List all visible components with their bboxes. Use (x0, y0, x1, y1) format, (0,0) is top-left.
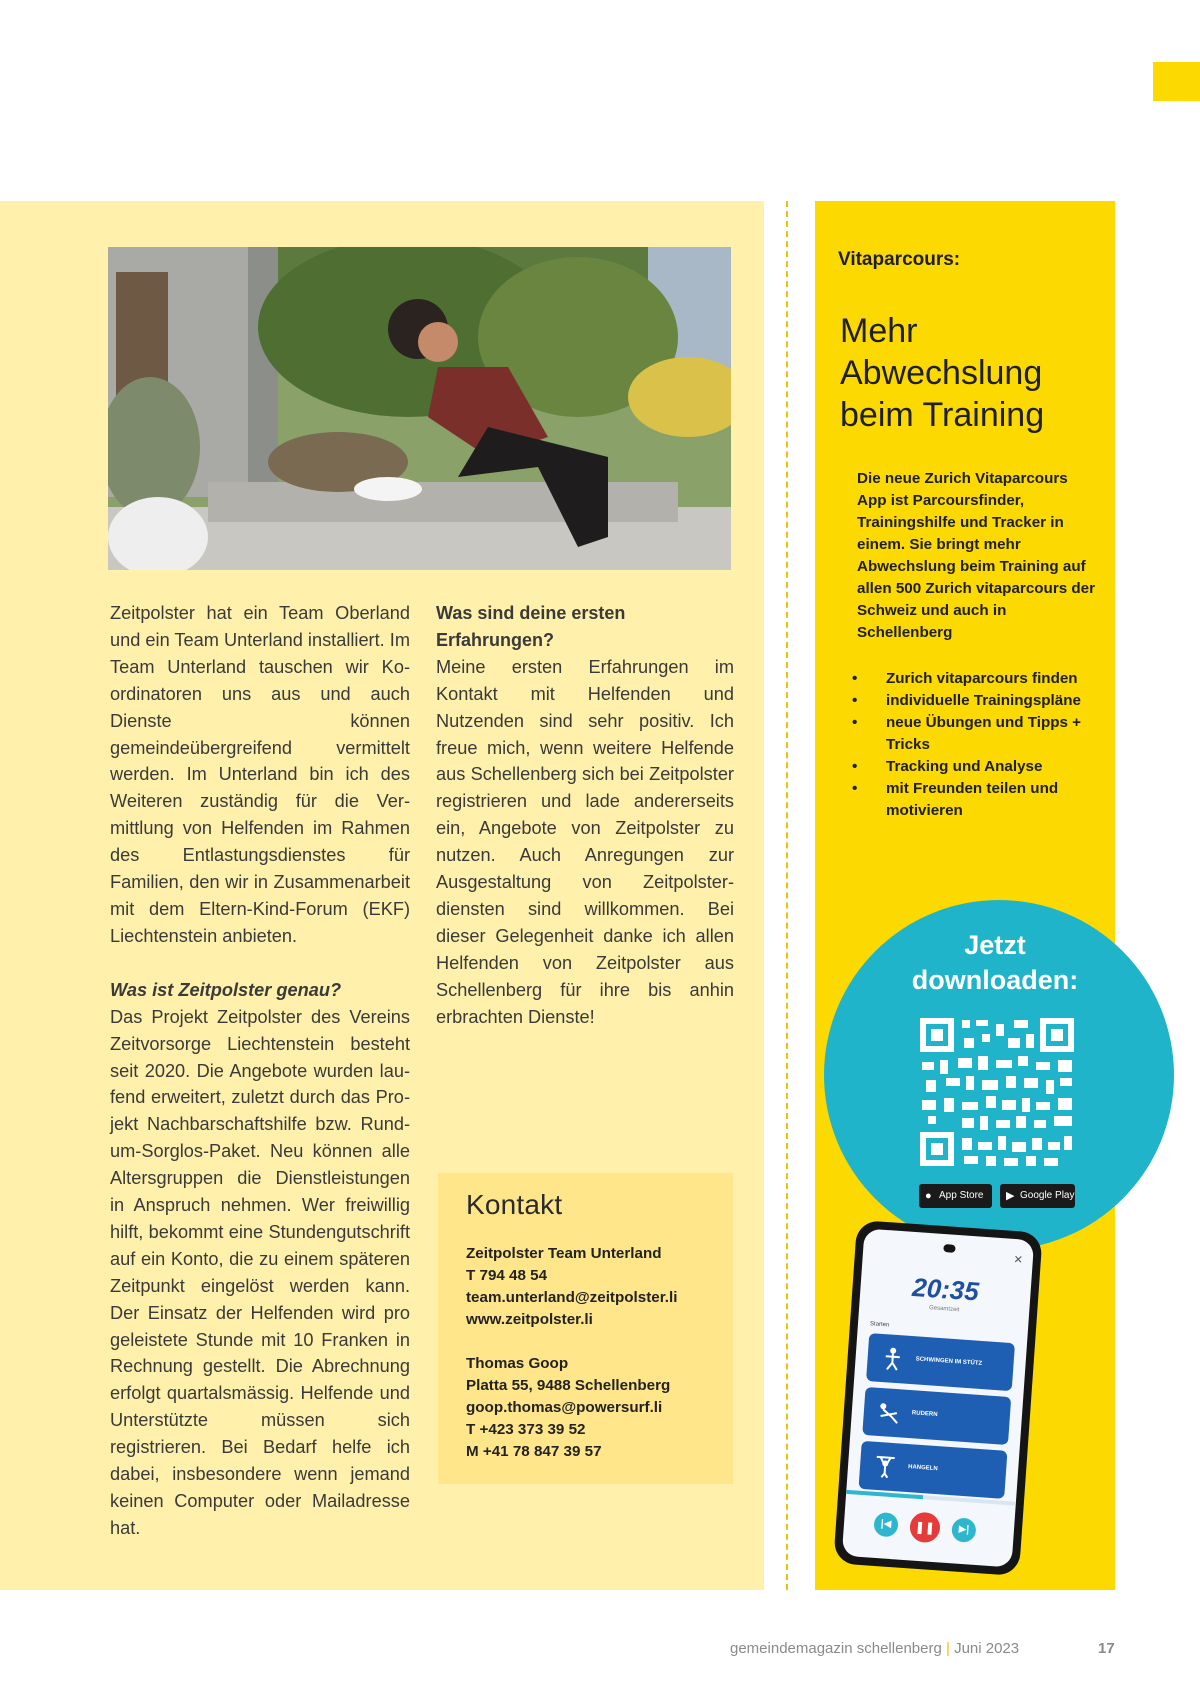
sidebar-label: Vitaparcours: (838, 249, 961, 270)
workout-timer: 20:35 (911, 1271, 980, 1307)
section-label: Starten (869, 1321, 890, 1329)
contact-team-email[interactable]: team.unterland@zeitpolster.li (466, 1289, 678, 1306)
feature-item: • Tracking und Analyse (852, 756, 1102, 778)
contact-team-name: Zeitpolster Team Unterland (466, 1245, 662, 1262)
google-play-button[interactable] (1000, 1184, 1075, 1208)
play-store-icon: ▶ (1006, 1190, 1015, 1202)
phone-screen (842, 1228, 1034, 1567)
feature-item: • individuelle Trainingspläne (852, 690, 1102, 712)
google-play-label: Google Play (1020, 1190, 1075, 1201)
download-title (880, 928, 1110, 998)
download-line-1: Jetzt (964, 930, 1026, 960)
download-line-2: downloaden: (911, 965, 1079, 995)
footer-issue: Juni 2023 (954, 1640, 1020, 1657)
feature-list (852, 668, 1102, 822)
phone-mockup (833, 1220, 1043, 1576)
close-icon[interactable]: ✕ (1013, 1253, 1024, 1267)
previous-icon[interactable]: |◀ (873, 1512, 899, 1538)
article-column-2 (436, 600, 734, 1031)
footer-separator: | (945, 1640, 950, 1657)
contact-box (438, 1173, 733, 1484)
phone-notch (943, 1244, 956, 1253)
page-number: 17 (1098, 1640, 1115, 1657)
exercise-figure-icon (877, 1400, 901, 1425)
contact-team-web[interactable]: www.zeitpolster.li (466, 1311, 593, 1328)
contact-person-name: Thomas Goop (466, 1355, 569, 1372)
answer-paragraph-1: Das Projekt Zeitpolster des Vereins Zeitvorsorge Liechtenstein besteht seit 2020. Die Angebote wurden laufend erweitert, zuletzt durch das Projekt Nachbarschaftshilfe bzw. Rundum-Sorglos-Paket. Neu können alle Altersgruppen die Dienstleistungen in Anspruch nehmen. Wer freiwillig hilft, bekommt eine Stundengutschrift auf ein Konto, die zu einem späteren Zeitpunkt eingelöst werden kann. Der Einsatz der Helfenden wird pro geleistete Stunde mit 10 Franken in Rechnung gestellt. Die Abrechnung erfolgt quartalsmässig. Helfende und Unterstützte müssen sich registrieren. Bei Bedarf helfe ich dabei, insbesondere wenn jemand keinen Computer oder Mailadresse hat. (110, 1006, 410, 1538)
exercise-card[interactable] (858, 1441, 1007, 1499)
next-icon[interactable]: ▶| (951, 1517, 977, 1543)
sidebar-title: Mehr Abwechslung beim Training (840, 312, 1045, 434)
exercise-label: RUDERN (911, 1410, 938, 1418)
answer-paragraph-2: Meine ersten Erfahrungen im Kontakt mit Helfenden und Nutzenden sind sehr positiv. Ich freue mich, wenn weitere Helfende aus Schellenberg sich bei Zeitpolster registrieren und lade andererseits ein, Angebote von Zeitpolster zu nutzen. Auch Anregungen zur Ausgestaltung von Zeitpolsterdiensten sind willkommen. Bei dieser Gelegenheit danke ich allen Helfenden von Zeitpolster aus Schellenberg für ihre bis anhin erbrachten Dienste! (436, 656, 734, 1027)
exercise-figure-icon (873, 1454, 897, 1479)
exercise-label: HANGELN (907, 1464, 938, 1473)
app-store-button[interactable] (919, 1184, 992, 1208)
feature-item: • Zurich vitaparcours finden (852, 668, 1102, 690)
footer-magazine: gemeindemagazin schellenberg (730, 1640, 942, 1657)
feature-item: • neue Übungen und Tipps + Tricks (852, 712, 1102, 756)
apple-icon: ● (925, 1190, 932, 1202)
article-photo (108, 247, 731, 570)
footer (730, 1640, 1019, 1657)
contact-title: Kontakt (466, 1189, 563, 1220)
exercise-card[interactable] (862, 1387, 1011, 1445)
intro-paragraph: Zeitpolster hat ein Team Oberland und ein Team Unterland installiert. Im Team Unterland tauschen wir Koordinatoren uns aus und auch Dienste können gemeindeübergreifend vermittelt werden. Im Unterland bin ich des Weiteren zuständig für die Vermittlung von Helfenden im Rahmen des Entlastungsdienstes für Familien, den wir in Zusammenarbeit mit dem Eltern-Kind-Forum (EKF) Liechtenstein anbieten. (110, 603, 410, 946)
contact-person-email[interactable]: goop.thomas@powersurf.li (466, 1399, 663, 1416)
contact-person-address: Platta 55, 9488 Schellenberg (466, 1377, 671, 1394)
corner-color-tab (1153, 62, 1200, 101)
qr-code-icon[interactable] (918, 1016, 1076, 1168)
contact-team-phone: T 794 48 54 (466, 1267, 548, 1284)
pause-icon[interactable]: ❚❚ (909, 1511, 941, 1543)
feature-item: • mit Freunden teilen und motivieren (852, 778, 1102, 822)
exercise-label: SCHWINGEN IM STÜTZ (915, 1356, 983, 1367)
column-divider (786, 201, 788, 1590)
contact-person-mobile: M +41 78 847 39 57 (466, 1443, 602, 1460)
contact-person-phone: T +423 373 39 52 (466, 1421, 586, 1438)
exercise-card[interactable] (866, 1333, 1015, 1391)
question-heading-1: Was ist Zeitpolster genau? (110, 979, 342, 1000)
question-heading-2: Was sind deine ersten Erfahrungen? (436, 603, 626, 650)
exercise-figure-icon (881, 1346, 905, 1371)
timer-subtitle: Gesamtzeit (928, 1305, 960, 1314)
sidebar-text: Die neue Zurich Vitaparcours App ist Parcoursfinder, Trainingshilfe und Tracker in einem. Sie bringt mehr Abwechslung beim Training auf allen 500 Zurich vitaparcours der Schweiz und auch in Schellenberg (857, 470, 1096, 641)
article-column-1 (110, 600, 410, 1542)
app-store-label: App Store (939, 1190, 984, 1201)
